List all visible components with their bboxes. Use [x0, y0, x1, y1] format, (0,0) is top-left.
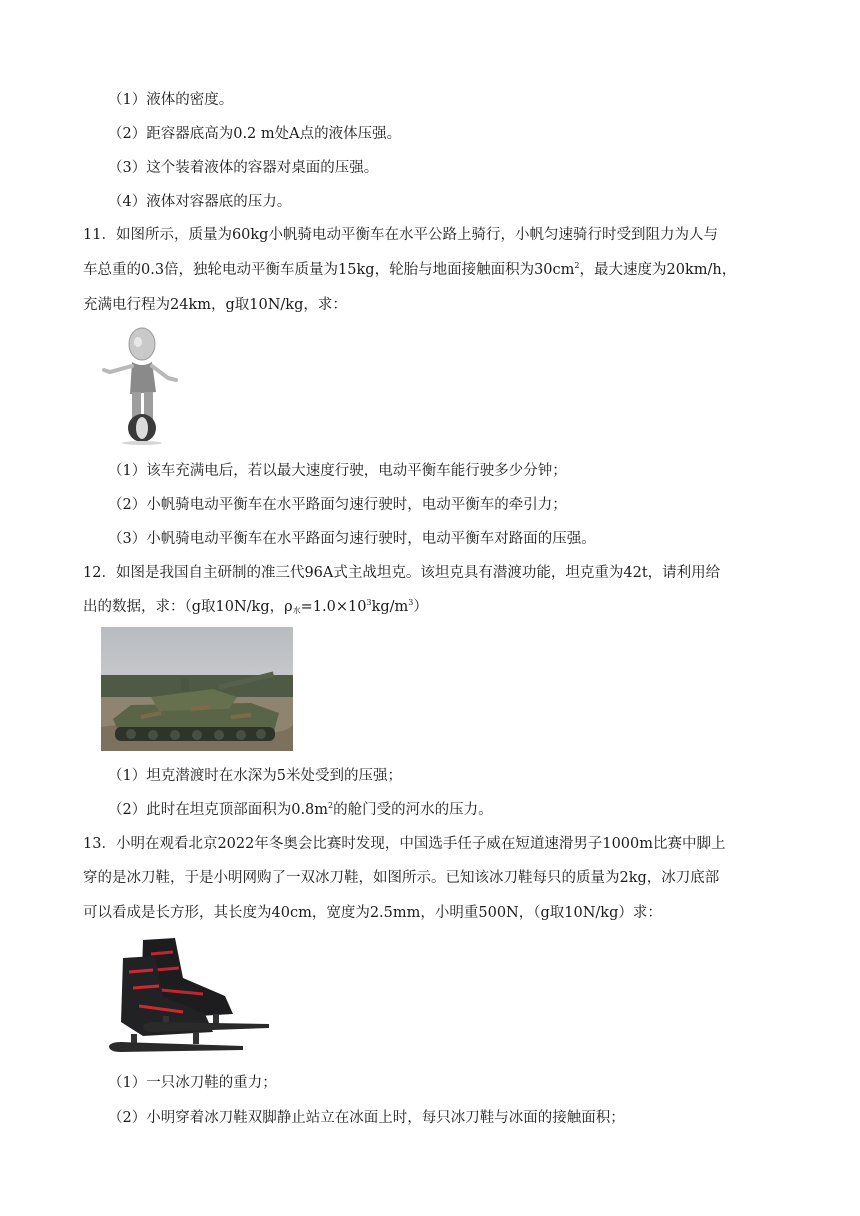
q13-item-2: （2）小明穿着冰刀鞋双脚静止站立在冰面上时，每只冰刀鞋与冰面的接触面积；: [108, 1110, 625, 1126]
q10-item-2: （2）距容器底高为0.2 m处A点的液体压强。: [108, 126, 402, 142]
q11-stem-line2: 车总重的0.3倍，独轮电动平衡车质量为15kg，轮胎与地面接触面积为$30cm^2$，最大速度为20km/h，: [83, 261, 737, 278]
q12-item-2: （2）此时在坦克顶部面积为$0.8m^2$的舱门受的河水的压力。: [108, 801, 493, 818]
balance-scooter-rider-figure: [102, 322, 180, 446]
q10-item-4: （4）液体对容器底的压力。: [108, 194, 292, 210]
q10-item-1: （1）液体的密度。: [108, 92, 234, 108]
ice-skates-photo: [103, 934, 271, 1058]
q13-stem-line1: 13．小明在观看北京2022年冬奥会比赛时发现，中国选手任子威在短道速滑男子1000m比赛中脚上: [83, 836, 726, 852]
q13-stem-line2: 穿的是冰刀鞋，于是小明网购了一双冰刀鞋，如图所示。已知该冰刀鞋每只的质量为2kg，冰刀底部: [83, 870, 720, 886]
q11-item-1: （1）该车充满电后，若以最大速度行驶，电动平衡车能行驶多少分钟；: [108, 463, 567, 479]
q10-item-3: （3）这个装着液体的容器对桌面的压强。: [108, 160, 379, 176]
q11-item-2: （2）小帆骑电动平衡车在水平路面匀速行驶时，电动平衡车的牵引力；: [108, 497, 567, 513]
q12-stem-line2: 出的数据，求：（g取10N/kg，$\rho_水=1.0\times 10^3kg/m^3$）: [83, 598, 428, 615]
q12-stem-line1: 12．如图是我国自主研制的准三代96A式主战坦克。该坦克具有潜渡功能，坦克重为42t，请利用给: [83, 565, 721, 581]
q13-item-1: （1）一只冰刀鞋的重力；: [108, 1075, 277, 1091]
q11-stem-line1: 11．如图所示，质量为60kg小帆骑电动平衡车在水平公路上骑行，小帆匀速骑行时受到阻力为人与: [83, 227, 718, 243]
q13-stem-line3: 可以看成是长方形，其长度为40cm，宽度为2.5mm，小明重500N，（g取10N/kg）求：: [83, 905, 662, 921]
q12-item-1: （1）坦克潜渡时在水深为5米处受到的压强；: [108, 768, 402, 784]
q11-stem-line3: 充满电行程为24km，g取10N/kg，求：: [83, 297, 347, 313]
tank-photo: [101, 627, 293, 751]
q11-item-3: （3）小帆骑电动平衡车在水平路面匀速行驶时，电动平衡车对路面的压强。: [108, 531, 596, 547]
